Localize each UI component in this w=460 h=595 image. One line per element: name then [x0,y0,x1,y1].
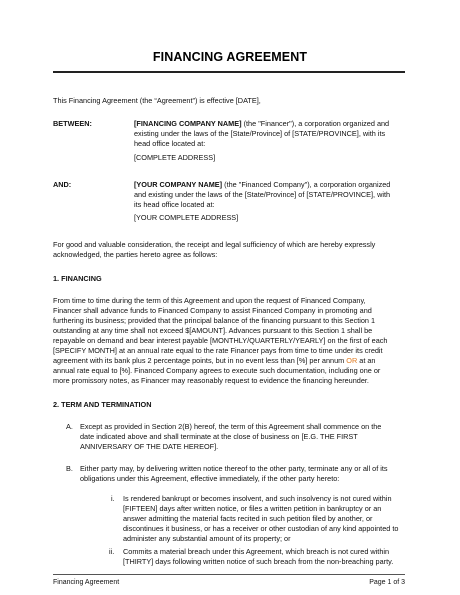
and-line-1-rest: (the "Financed Company"), a corporation organized [222,180,391,189]
clause-a-marker: A. [66,422,73,431]
clause-ii-marker: ii. [109,547,115,556]
footer-document-name: Financing Agreement [53,579,120,586]
between-line-1-rest: (the "Financer"), a corporation organized and [241,119,390,128]
clause-i-marker: i. [111,494,115,503]
footer-divider [53,574,405,575]
clause-ii-line: [THIRTY] days following written notice of such breach from the non-breaching party. [123,557,394,566]
section-1-line [53,356,376,366]
clause-i-line: Is rendered bankrupt or becomes insolvent, and such insolvency is not cured within [123,494,392,503]
section-1-line: more promissory notes, as Financer may reasonably request to evidence the financing hereunder. [53,376,369,385]
title-underline [53,71,405,73]
document-title: FINANCING AGREEMENT [152,50,308,64]
between-line-3: head office located at: [134,139,206,148]
between-address: [COMPLETE ADDRESS] [134,153,216,162]
section-1-line-7a: agreement with its bank plus 2 percentage points, but in no event less than [%] per annum [53,356,347,365]
section-1-line: [SPECIFY MONTH] at an annual rate equal to the rate Financer pays from time to time under its credit [53,346,383,355]
clause-i-line: discontinues it business, or has a receiver or other custodian of any kind appointed to [123,524,399,533]
section-1-line: outstanding at any time shall not exceed $[AMOUNT]. Advances pursuant to this Section 1 shall be [53,326,373,335]
section-1-line-7b: at an [357,356,376,365]
and-line-2: and existing under the laws of the [State/Province] of [STATE/PROVINCE], with [134,190,391,199]
between-line-1 [134,119,389,129]
consideration-line-1: For good and valuable consideration, the receipt and legal sufficiency of which are hereby expressly [53,240,376,249]
and-line-3: its head office located at: [134,200,215,209]
clause-i-line: answer admitting the material facts recited in such petition filed by another, or [123,514,373,523]
between-line-2: existing under the laws of the [State/Province] of [STATE/PROVINCE], with its [134,129,386,138]
section-1-line: repayable on demand and bear interest payable [MONTHLY/QUARTERLY/YEARLY] on the first of each [53,336,388,345]
clause-b-marker: B. [66,464,73,473]
and-address: [YOUR COMPLETE ADDRESS] [134,213,239,222]
section-1-line: Financer shall advance funds to Financed Company to assist Financed Company in promoting and [53,306,372,315]
section-1-line: furthering its business; provided that the principal balance of the financing pursuant to this Section 1 [53,316,376,325]
footer-page-number: Page 1 of 3 [369,579,405,586]
clause-ii-line: Commits a material breach under this Agreement, which breach is not cured within [123,547,390,556]
or-highlight: OR [346,356,358,365]
clause-i-line: administer any substantial amount of its property; or [123,534,291,543]
section-1-line: From time to time during the term of this Agreement and upon the request of Financed Company, [53,296,366,305]
clause-b-line: obligations under this Agreement, effective immediately, if the other party hereto: [80,474,340,483]
and-label: AND: [53,180,72,189]
clause-a-line: Except as provided in Section 2(B) hereof, the term of this Agreement shall commence on the [80,422,382,431]
section-1-heading: 1. FINANCING [53,274,102,283]
section-2-heading: 2. TERM AND TERMINATION [53,400,152,409]
clause-i-line: [FIFTEEN] days after written notice, or files a written petition in bankruptcy or an [123,504,382,513]
section-1-line: annual rate equal to [%]. Financed Company agrees to execute such documentation, including one or [53,366,381,375]
intro-paragraph: This Financing Agreement (the “Agreement”) is effective [DATE], [53,96,261,105]
between-label: BETWEEN: [53,119,92,128]
financing-company-name: [FINANCING COMPANY NAME] [134,119,242,128]
clause-a-line: ANNIVERSARY OF THE DATE HEREOF]. [80,442,219,451]
consideration-line-2: acknowledged, the parties hereto agree as follows: [53,250,218,259]
and-line-1 [134,180,390,190]
clause-a-line: date indicated above and shall terminate at the close of business on [E.G. THE FIRST [80,432,358,441]
your-company-name: [YOUR COMPANY NAME] [134,180,223,189]
clause-b-line: Either party may, by delivering written notice thereof to the other party, terminate any or all of its [80,464,388,473]
